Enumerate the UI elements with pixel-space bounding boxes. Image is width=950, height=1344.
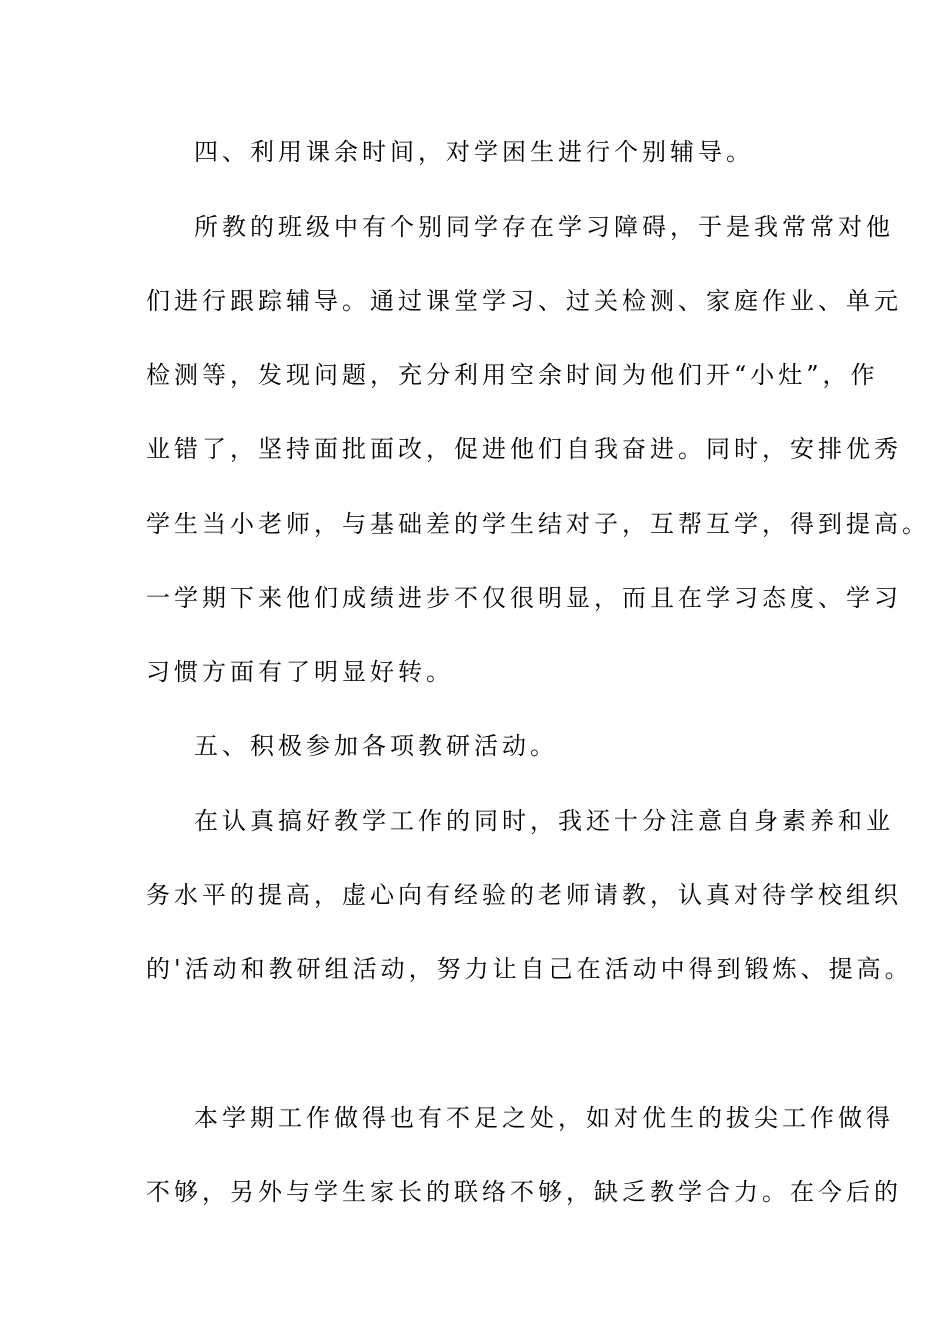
text-line: 本学期工作做得也有不足之处，如对优生的拔尖工作做得 [194, 1104, 894, 1132]
text-line: 的'活动和教研组活动，努力让自己在活动中得到锻炼、提高。 [146, 955, 913, 983]
section-heading-5: 五、积极参加各项教研活动。 [194, 732, 558, 760]
section-heading-4: 四、利用课余时间，对学困生进行个别辅导。 [194, 138, 754, 166]
text-line: 业错了，坚持面批面改，促进他们自我奋进。同时，安排优秀 [146, 435, 902, 463]
text-line: 习惯方面有了明显好转。 [146, 658, 454, 686]
text-line: 在认真搞好教学工作的同时，我还十分注意自身素养和业 [194, 807, 894, 835]
text-line: 所教的班级中有个别同学存在学习障碍，于是我常常对他 [194, 213, 894, 241]
text-line: 检测等，发现问题，充分利用空余时间为他们开“小灶”，作 [146, 361, 879, 389]
text-line: 一学期下来他们成绩进步不仅很明显，而且在学习态度、学习 [146, 584, 902, 612]
text-line: 学生当小老师，与基础差的学生结对子，互帮互学，得到提高。 [146, 510, 930, 538]
text-line: 务水平的提高，虚心向有经验的老师请教，认真对待学校组织 [146, 881, 902, 909]
text-line: 们进行跟踪辅导。通过课堂学习、过关检测、家庭作业、单元 [146, 287, 902, 315]
text-line: 不够，另外与学生家长的联络不够，缺乏教学合力。在今后的 [146, 1178, 902, 1206]
